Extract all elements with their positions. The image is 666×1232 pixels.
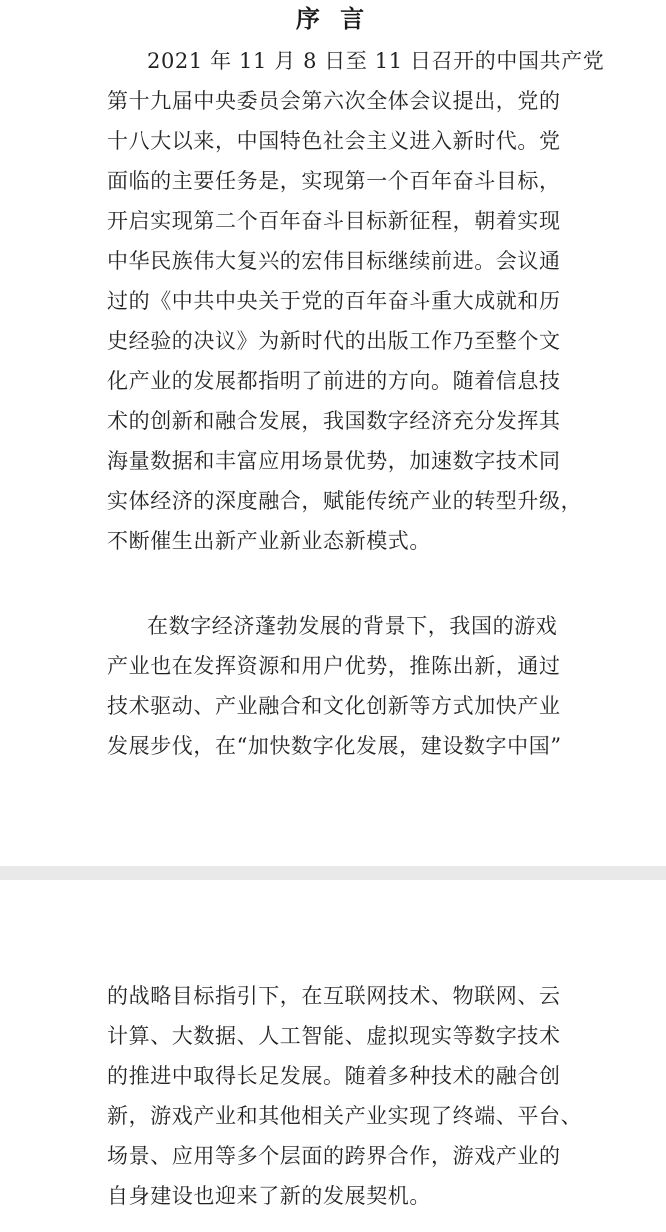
text-line: 不断催生出新产业新业态新模式。 bbox=[107, 529, 431, 553]
text-line: 史经验的决议》为新时代的出版工作乃至整个文 bbox=[107, 329, 561, 353]
text-line: 术的创新和融合发展，我国数字经济充分发挥其 bbox=[107, 409, 561, 433]
text-line: 计算、大数据、人工智能、虚拟现实等数字技术 bbox=[107, 1024, 561, 1048]
text-line: 2021 年 11 月 8 日至 11 日召开的中国共产党 bbox=[147, 49, 605, 73]
text-line: 的推进中取得长足发展。随着多种技术的融合创 bbox=[107, 1064, 561, 1088]
text-line: 过的《中共中央关于党的百年奋斗重大成就和历 bbox=[107, 289, 561, 313]
text-line: 第十九届中央委员会第六次全体会议提出，党的 bbox=[107, 89, 561, 113]
text-line: 自身建设也迎来了新的发展契机。 bbox=[107, 1184, 431, 1208]
text-line: 的战略目标指引下，在互联网技术、物联网、云 bbox=[107, 984, 561, 1008]
preface-paragraph-2 bbox=[107, 606, 577, 766]
text-line: 海量数据和丰富应用场景优势，加速数字技术同 bbox=[107, 449, 561, 473]
text-line: 十八大以来，中国特色社会主义进入新时代。党 bbox=[107, 129, 561, 153]
page-separator bbox=[0, 866, 666, 880]
text-line: 实体经济的深度融合，赋能传统产业的转型升级， bbox=[107, 489, 583, 513]
preface-paragraph-continued bbox=[107, 976, 583, 1216]
text-line: 在数字经济蓬勃发展的背景下，我国的游戏 bbox=[147, 614, 558, 638]
document-page-2 bbox=[0, 880, 666, 1232]
preface-paragraph-1 bbox=[107, 41, 605, 561]
page-title: 序 言 bbox=[295, 5, 371, 33]
text-line: 发展步伐，在“加快数字化发展，建设数字中国” bbox=[107, 734, 562, 758]
text-line: 技术驱动、产业融合和文化创新等方式加快产业 bbox=[107, 694, 561, 718]
text-line: 开启实现第二个百年奋斗目标新征程，朝着实现 bbox=[107, 209, 561, 233]
text-line: 产业也在发挥资源和用户优势，推陈出新，通过 bbox=[107, 654, 561, 678]
text-line: 新，游戏产业和其他相关产业实现了终端、平台、 bbox=[107, 1104, 583, 1128]
text-line: 中华民族伟大复兴的宏伟目标继续前进。会议通 bbox=[107, 249, 561, 273]
text-line: 场景、应用等多个层面的跨界合作，游戏产业的 bbox=[107, 1144, 561, 1168]
text-line: 化产业的发展都指明了前进的方向。随着信息技 bbox=[107, 369, 561, 393]
text-line: 面临的主要任务是，实现第一个百年奋斗目标， bbox=[107, 169, 561, 193]
